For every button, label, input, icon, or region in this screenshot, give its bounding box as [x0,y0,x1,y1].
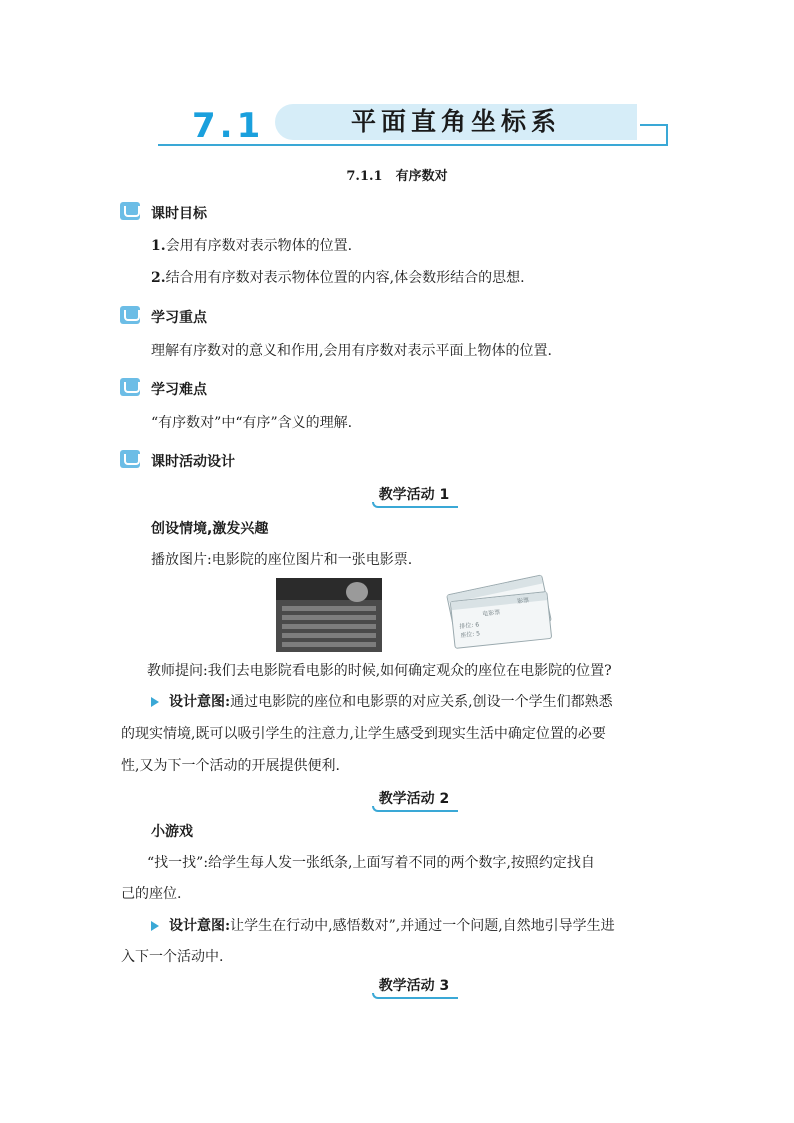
seat-row [282,615,376,620]
section-book-icon [120,378,140,396]
activity1-heading: 创设情境,激发兴趣 [151,521,269,537]
cinema-seats-image [276,578,382,652]
seat-row [282,633,376,638]
intent-text: 通过电影院的座位和电影票的对应关系,创设一个学生们都熟悉 [230,694,613,710]
activity1-intent-line3: 性,又为下一个活动的开展提供便利. [121,758,340,774]
section-book-icon [120,306,140,324]
goal-num-1: 1. [151,238,166,254]
seat-row [282,624,376,629]
difficulty-text: “有序数对”中“有序”含义的理解. [151,415,353,431]
activity2-heading: 小游戏 [151,824,193,840]
activity-tag-1: 教学活动 1 [372,484,456,504]
focus-text: 理解有序数对的意义和作用,会用有序数对表示平面上物体的位置. [151,343,552,359]
goal-text-2: 结合用有序数对表示物体位置的内容,体会数形结合的思想. [165,270,525,286]
intent-marker-icon [151,921,159,931]
seat-row [282,606,376,611]
activity2-intent [169,914,615,938]
chapter-title: 平面直角坐标系 [350,107,561,136]
section-title-focus: 学习重点 [151,310,207,326]
section-book-icon [120,202,140,220]
activity1-question: 教师提问:我们去电影院看电影的时候,如何确定观众的座位在电影院的位置? [147,663,612,679]
activity-tag-3: 教学活动 3 [372,975,456,995]
intent-marker-icon [151,697,159,707]
ticket-seat: 座位: 5 [460,630,481,640]
activity2-intent-line2: 入下一个活动中. [121,949,224,965]
cinema-screen-image [346,582,368,602]
intent-label: 设计意图: [169,918,231,934]
activity2-line2: 己的座位. [121,886,182,902]
intent-label: 设计意图: [169,694,231,710]
section-title-design: 课时活动设计 [151,454,235,470]
goal-text-1: 会用有序数对表示物体的位置. [165,238,353,254]
banner-corner-vertical [666,124,668,146]
chapter-number: 7.1 [192,106,265,146]
section-title-goals: 课时目标 [151,206,207,222]
activity-tag-2: 教学活动 2 [372,788,456,808]
section-title-difficulty: 学习难点 [151,382,207,398]
goal-num-2: 2. [151,270,166,286]
activity2-line1: “找一找”:给学生每人发一张纸条,上面写着不同的两个数字,按照约定找自 [147,855,595,871]
activity1-intent-line2: 的现实情境,既可以吸引学生的注意力,让学生感受到现实生活中确定位置的必要 [121,726,606,742]
activity1-intent [169,690,613,714]
movie-ticket-front [450,591,552,649]
ticket-corner-text: 影票 [516,596,530,606]
ticket-title: 电影票 [481,609,501,618]
banner-corner-line [640,124,668,126]
subsection-heading: 7.1.1 有序数对 [346,169,448,184]
goal-item-1 [151,234,352,258]
seat-row [282,642,376,647]
goal-item-2 [151,266,525,290]
activity1-line: 播放图片:电影院的座位图片和一张电影票. [151,552,413,568]
ticket-row: 排位: 6 [459,621,480,631]
section-book-icon [120,450,140,468]
intent-text: 让学生在行动中,感悟数对”,并通过一个问题,自然地引导学生进 [230,918,615,934]
